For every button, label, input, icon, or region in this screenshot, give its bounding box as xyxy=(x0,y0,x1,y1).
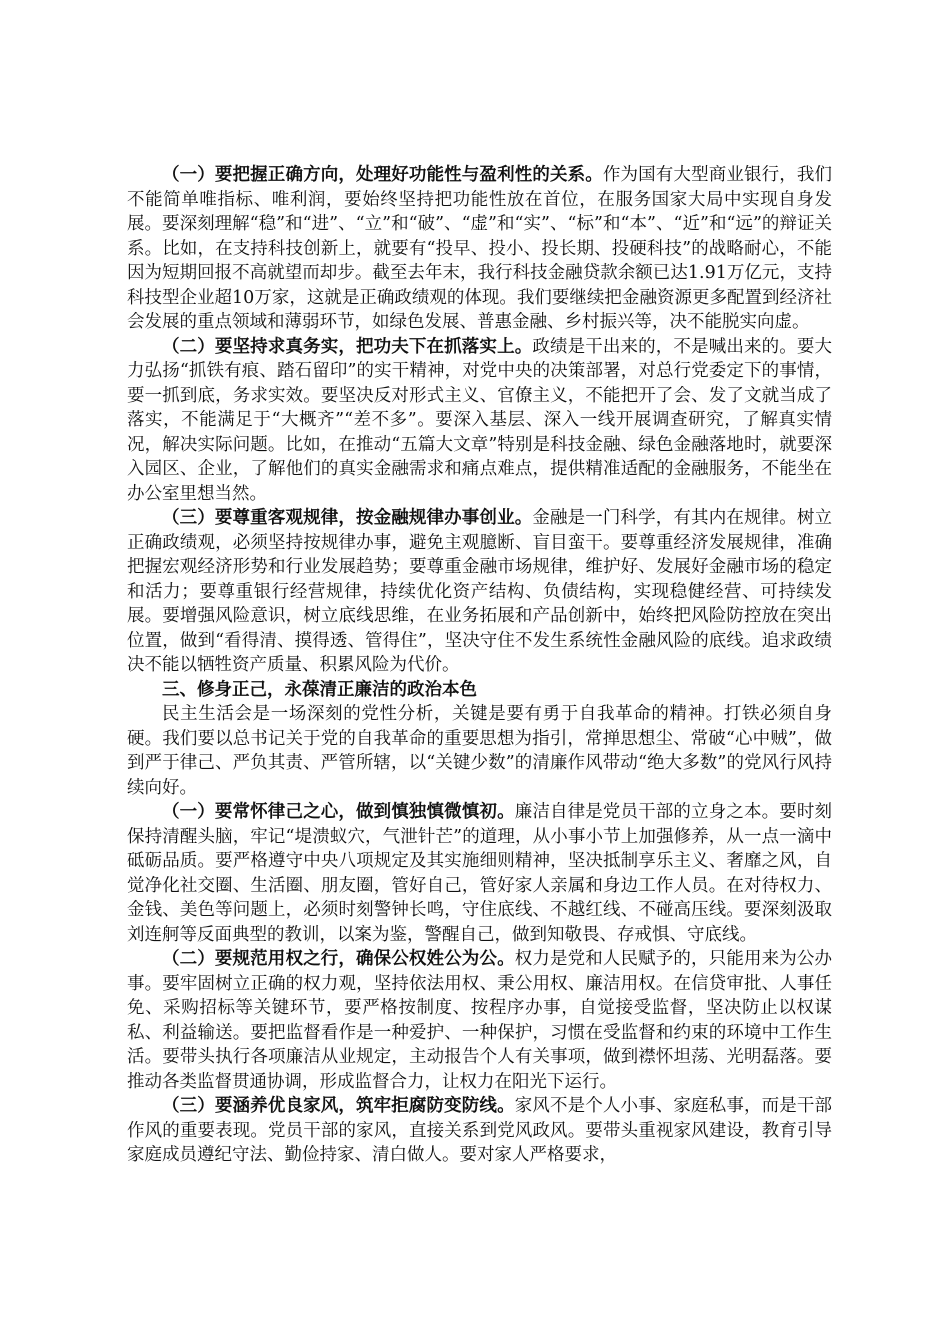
paragraph-respect-laws xyxy=(127,506,832,678)
paragraph-use-of-power xyxy=(127,947,832,1094)
paragraph-lead: （一）要常怀律己之心，做到慎独慎微慎初。 xyxy=(162,802,515,822)
section-heading-three: 三、修身正己，永葆清正廉洁的政治本色 xyxy=(162,679,477,700)
paragraph-lead: （二）要规范用权之行，确保公权姓公为公。 xyxy=(162,949,515,969)
paragraph-text: 权力是党和人民赋予的，只能用来为公办事。要牢固树立正确的权力观，坚持依法用权、秉公用权、廉洁用权。在信贷审批、人事任免、采购招标等关键环节，要严格按制度、按程序办事，自觉接受监督，坚决防止以权谋私、利益输送。要把监督看作是一种爱护、一种保护，习惯在受监督和约束的环境中工作生活。要带头执行各项廉洁从业规定，主动报告个人有关事项，做到襟怀坦荡、光明磊落。要推动各类监督贯通协调，形成监督合力，让权力在阳光下运行。 xyxy=(127,949,832,1092)
paragraph-section-intro xyxy=(127,702,832,800)
paragraph-self-discipline xyxy=(127,800,832,947)
paragraph-text: 作为国有大型商业银行，我们不能简单唯指标、唯利润，要始终坚持把功能性放在首位，在服务国家大局中实现自身发展。要深刻理解“稳”和“进”、“立”和“破”、“虚”和“实”、“标”和“本”、“近”和“远”的辩证关系。比如，在支持科技创新上，就要有“投早、投小、投长期、投硬科技”的战略耐心，不能因为短期回报不高就望而却步。截至去年末，我行科技金融贷款余额已达1.91万亿元，支持科技型企业超10万家，这就是正确政绩观的体现。我们要继续把金融资源更多配置到经济社会发展的重点领域和薄弱环节，如绿色发展、普惠金融、乡村振兴等，决不能脱实向虚。 xyxy=(127,165,833,332)
paragraph-lead: （三）要尊重客观规律，按金融规律办事创业。 xyxy=(162,508,533,528)
paragraph-text: 家风不是个人小事、家庭私事，而是干部作风的重要表现。党员干部的家风，直接关系到党风政风。要带头重视家风建设，教育引导家庭成员遵纪守法、勤俭持家、清白做人。要对家人严格要求， xyxy=(127,1096,832,1165)
paragraph-lead: （二）要坚持求真务实，把功夫下在抓落实上。 xyxy=(162,336,533,357)
document-body xyxy=(127,163,832,1168)
paragraph-text: 金融是一门科学，有其内在规律。树立正确政绩观，必须坚持按规律办事，避免主观臆断、盲目蛮干。要尊重经济发展规律，准确把握宏观经济形势和行业发展趋势；要尊重金融市场规律，维护好、发展好金融市场的稳定和活力；要尊重银行经营规律，持续优化资产结构、负债结构，实现稳健经营、可持续发展。要增强风险意识，树立底线思维，在业务拓展和产品创新中，始终把风险防控放在突出位置，做到“看得清、摸得透、管得住”，坚决守住不发生系统性金融风险的底线。追求政绩决不能以牺牲资产质量、积累风险为代价。 xyxy=(127,508,833,675)
paragraph-function-vs-profit xyxy=(127,163,832,335)
paragraph-text: 廉洁自律是党员干部的立身之本。要时刻保持清醒头脑，牢记“堤溃蚁穴，气泄针芒”的道理，从小事小节上加强修养，从一点一滴中砥砺品质。要严格遵守中央八项规定及其实施细则精神，坚决抵制享乐主义、奢靡之风，自觉净化社交圈、生活圈、朋友圈，管好自己，管好家人亲属和身边工作人员。在对待权力、金钱、美色等问题上，必须时刻警钟长鸣，守住底线、不越红线、不碰高压线。要深刻汲取刘连舸等反面典型的教训，以案为鉴，警醒自己，做到知敬畏、存戒惧、守底线。 xyxy=(127,802,832,945)
paragraph-lead: （三）要涵养优良家风，筑牢拒腐防变防线。 xyxy=(162,1096,515,1116)
paragraph-text: 民主生活会是一场深刻的党性分析，关键是要有勇于自我革命的精神。打铁必须自身硬。我们要以总书记关于党的自我革命的重要思想为指引，常掸思想尘、常破“心中贼”，做到严于律己、严负其责、严管所辖，以“关键少数”的清廉作风带动“绝大多数”的党风行风持续向好。 xyxy=(127,704,832,798)
paragraph-family-style xyxy=(127,1094,832,1168)
paragraph-seek-truth xyxy=(127,335,832,507)
paragraph-text: 政绩是干出来的，不是喊出来的。要大力弘扬“抓铁有痕、踏石留印”的实干精神，对党中央的决策部署，对总行党委定下的事情，要一抓到底，务求实效。要坚决反对形式主义、官僚主义，不能把开了会、发了文就当成了落实，不能满足于“大概齐”“差不多”。要深入基层、深入一线开展调查研究，了解真实情况，解决实际问题。比如，在推动“五篇大文章”特别是科技金融、绿色金融落地时，就要深入园区、企业，了解他们的真实金融需求和痛点难点，提供精准适配的金融服务，不能坐在办公室里想当然。 xyxy=(127,336,833,504)
paragraph-lead: （一）要把握正确方向，处理好功能性与盈利性的关系。 xyxy=(162,165,603,185)
